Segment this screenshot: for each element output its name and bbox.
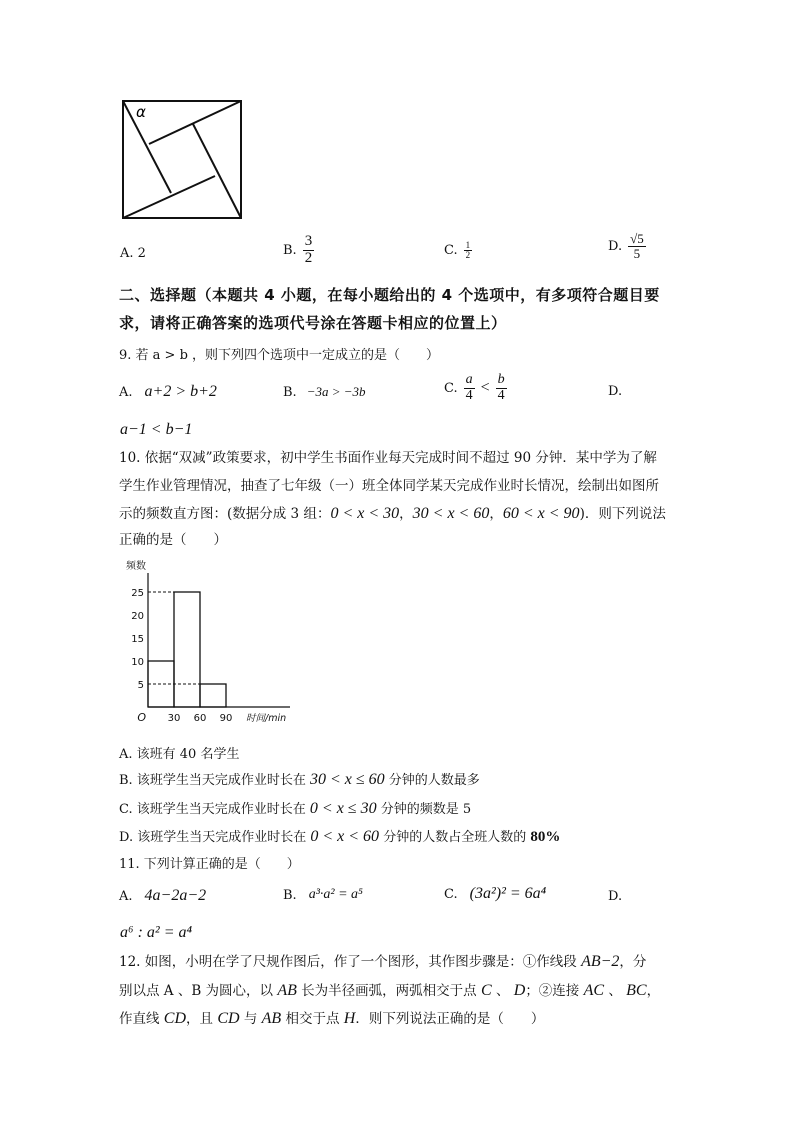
- q10-option-c-math: 0 < x ≤ 30: [309, 800, 377, 817]
- q12-line3-post: ．则下列说法正确的是（ ）: [355, 1011, 545, 1027]
- q11-option-c-math: (3a²)² = 6a⁴: [469, 885, 547, 902]
- q8-option-d-label: D.: [608, 238, 623, 254]
- q9-option-a: [119, 383, 217, 401]
- fraction-numerator: b: [497, 372, 505, 387]
- q12-line2-pre: 别以点 A 、B 为圆心，以: [119, 983, 278, 999]
- y-tick-label: 5: [137, 680, 144, 691]
- pinwheel-line-4: [123, 176, 215, 218]
- q10-separator-2: ，: [489, 506, 503, 522]
- q11-stem: 11. 下列计算正确的是（ ）: [119, 857, 300, 872]
- angle-alpha-label: α: [136, 103, 146, 121]
- histogram-bar: [174, 592, 200, 707]
- q9-option-d-math: a−1 < b−1: [120, 421, 193, 438]
- y-tick-label: 15: [131, 634, 144, 645]
- q9-option-c-fraction-2: [496, 373, 507, 403]
- q8-option-d-fraction: [628, 232, 646, 260]
- q12-segment-ac: AC: [583, 982, 605, 999]
- q10-option-d-math: 0 < x < 60: [310, 828, 380, 845]
- y-tick-label: 10: [131, 657, 144, 668]
- y-tick-label: 20: [131, 611, 144, 622]
- pinwheel-line-3: [193, 124, 241, 218]
- frequency-histogram: [120, 557, 300, 729]
- q9-option-d-label: D.: [608, 384, 623, 399]
- q12-line3-mid: ，且: [186, 1011, 218, 1027]
- q12-point-d: D: [513, 982, 526, 999]
- q10-line2: 学生作业管理情况，抽查了七年级（一）班全体同学某天完成作业时长情况，绘制出如图所: [119, 478, 659, 494]
- fraction-numerator: √5: [630, 231, 644, 246]
- q10-line1: 10. 依据“双减”政策要求，初中学生书面作业每天完成时间不超过 90 分钟．某中学为了解: [119, 450, 657, 466]
- q12-line3-pre: 作直线: [119, 1011, 164, 1027]
- q11-option-b: [283, 887, 363, 903]
- q9-option-b-label: B.: [283, 384, 297, 400]
- x-tick-label: 30: [167, 713, 181, 724]
- x-tick-label: 60: [193, 713, 207, 724]
- fraction-denominator: 5: [633, 245, 641, 261]
- q12-line-cd-2: CD: [217, 1010, 240, 1027]
- q9-option-c-label: C.: [444, 380, 458, 396]
- fraction-denominator: 2: [304, 249, 313, 266]
- y-axis-label: 频数: [126, 561, 146, 572]
- q10-option-d-percent: 80%: [530, 829, 561, 845]
- q11-option-c: [444, 885, 546, 903]
- q12-line2: [119, 977, 660, 1005]
- q9-option-c: [444, 373, 507, 403]
- q11-option-d-math: a⁶ : a² = a⁴: [120, 924, 193, 941]
- q9-stem: 9. 若 a > b ，则下列四个选项中一定成立的是（ ）: [119, 348, 440, 363]
- q10-separator-1: ，: [399, 506, 413, 522]
- q11-option-a: [119, 887, 206, 905]
- q12-line2-mid: 长为半径画弧，两弧相交于点: [296, 983, 481, 999]
- q12-line3: [119, 1005, 544, 1033]
- q10-line3-post: )．则下列说法: [579, 506, 666, 522]
- q10-line3: [119, 500, 666, 528]
- pinwheel-line-2: [149, 101, 241, 144]
- q12-line1-pre: 12. 如图，小明在学了尺规作图后，作了一个图形，其作图步骤是：①作线段: [119, 954, 582, 970]
- q11-option-a-label: A.: [119, 888, 133, 904]
- q9-option-c-operator: <: [480, 379, 490, 397]
- q8-option-c: [444, 241, 472, 261]
- fraction-numerator: 3: [304, 233, 313, 249]
- y-tick-label: 25: [131, 588, 144, 599]
- q12-segment-ab-2: AB: [261, 1010, 282, 1027]
- q10-option-b-pre: B. 该班学生当天完成作业时长在: [119, 773, 310, 788]
- q8-option-b-fraction: [303, 234, 315, 267]
- q10-option-b-post: 分钟的人数最多: [384, 773, 480, 788]
- q9-option-a-label: A.: [119, 384, 133, 400]
- q8-option-a: A. 2: [120, 246, 146, 261]
- q10-option-c-post: 分钟的频数是 5: [376, 802, 472, 817]
- q10-option-d-pre: D. 该班学生当天完成作业时长在: [119, 830, 311, 845]
- q8-option-d: [608, 232, 646, 260]
- q10-option-a: A. 该班有 40 名学生: [119, 747, 240, 762]
- q9-option-a-math: a+2 > b+2: [144, 383, 217, 400]
- pinwheel-square-svg: [118, 96, 248, 222]
- histogram-svg: [120, 557, 300, 729]
- origin-label: O: [137, 711, 146, 724]
- q12-line1-math: AB−2: [581, 953, 620, 970]
- q10-option-c-pre: C. 该班学生当天完成作业时长在: [119, 802, 310, 817]
- q8-option-c-label: C.: [444, 243, 458, 259]
- q12-line3-mid3: 相交于点: [281, 1011, 344, 1027]
- q12-line2-mid2: ；②连接: [525, 983, 584, 999]
- q10-option-d-post: 分钟的人数占全班人数的: [379, 830, 531, 845]
- section2-heading-line1: 二、选择题（本题共 4 小题，在每小题给出的 4 个选项中，有多项符合题目要: [119, 286, 660, 304]
- fraction-denominator: 4: [497, 387, 505, 403]
- pinwheel-line-1: [123, 101, 171, 193]
- q10-range-1: 0 < x < 30: [330, 505, 400, 522]
- q10-line4: 正确的是（ ）: [119, 532, 227, 548]
- q12-line3-mid2: 与: [239, 1011, 262, 1027]
- histogram-bar: [200, 684, 226, 707]
- q10-range-2: 30 < x < 60: [412, 505, 490, 522]
- q11-option-b-label: B.: [283, 887, 297, 903]
- q12-line2-sep: 、: [491, 983, 514, 999]
- q9-option-b-math: −3a > −3b: [306, 384, 366, 399]
- section2-heading-line2: 求，请将正确答案的选项代号涂在答题卡相应的位置上）: [119, 314, 507, 332]
- q10-option-b-math: 30 < x ≤ 60: [309, 771, 385, 788]
- q9-option-b: [283, 384, 366, 400]
- q10-option-c: [119, 798, 471, 818]
- q12-line2-post: ，: [646, 983, 661, 999]
- x-tick-label: 90: [219, 713, 233, 724]
- q9-option-c-fraction-1: [464, 373, 475, 403]
- q10-line3-pre: 示的频数直方图：(数据分成 3 组：: [119, 506, 331, 522]
- x-axis-label: 时间/min: [246, 713, 287, 724]
- q11-option-b-math: a³·a² = a⁵: [308, 887, 363, 902]
- q10-option-d: [119, 826, 560, 846]
- q12-segment-ab: AB: [277, 982, 297, 999]
- pinwheel-square-figure: [118, 96, 248, 222]
- fraction-denominator: 4: [465, 387, 473, 403]
- fraction-numerator: a: [465, 372, 473, 387]
- q12-point-h: H: [343, 1010, 356, 1027]
- q10-option-b: [119, 769, 480, 789]
- q8-option-b: [283, 234, 314, 267]
- q11-option-a-math: 4a−2a−2: [144, 887, 207, 904]
- fraction-denominator: 2: [465, 250, 471, 261]
- q12-point-c: C: [480, 982, 492, 999]
- q12-line-cd: CD: [163, 1010, 187, 1027]
- q12-segment-bc: BC: [626, 982, 647, 999]
- fraction-numerator: 1: [465, 240, 471, 250]
- q12-line2-sep2: 、: [604, 983, 627, 999]
- q11-option-d-label: D.: [608, 889, 623, 904]
- q12-line1-post: ，分: [619, 954, 647, 970]
- q10-range-3: 60 < x < 90: [502, 505, 580, 522]
- q8-option-b-label: B.: [283, 242, 297, 258]
- q8-option-c-fraction: [464, 241, 473, 261]
- q12-line1: [119, 948, 646, 976]
- q11-option-c-label: C.: [444, 886, 458, 902]
